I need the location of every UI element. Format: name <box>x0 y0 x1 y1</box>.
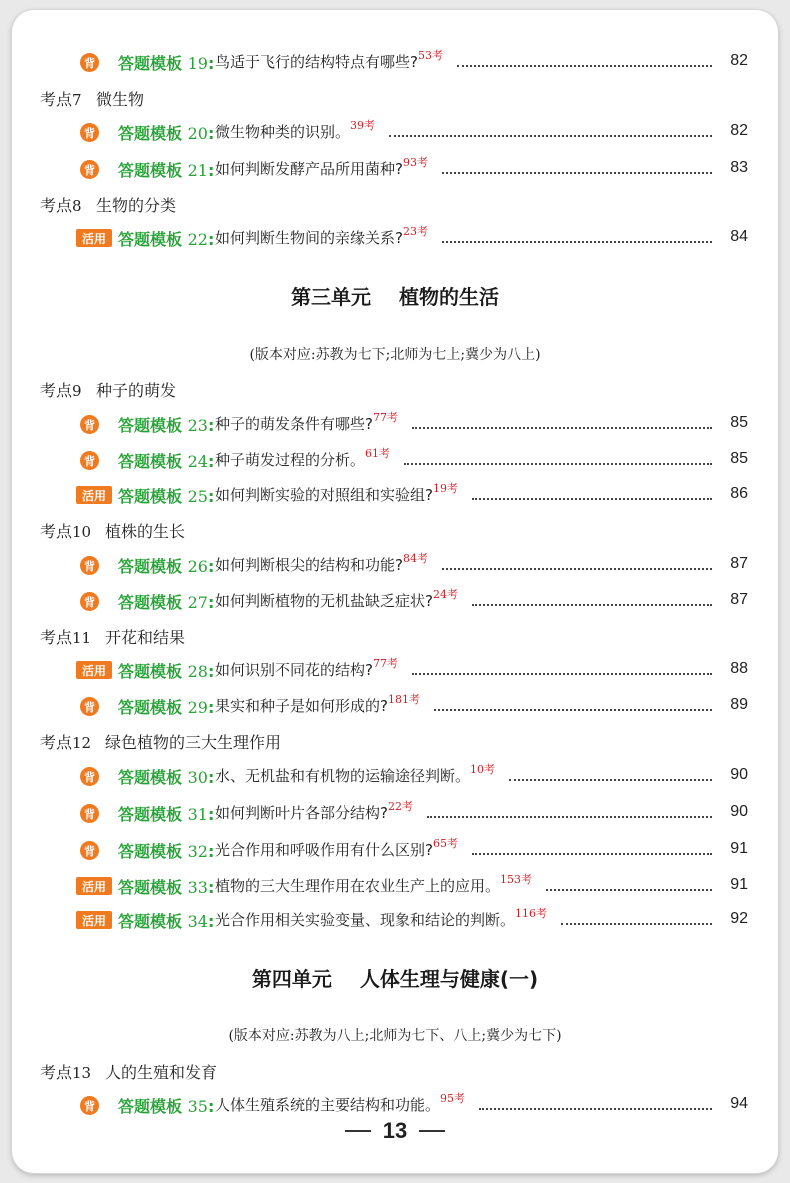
template-colon: : <box>207 878 215 897</box>
template-label <box>118 839 214 862</box>
template-number: 25 <box>187 487 208 506</box>
entry-page-number: 88 <box>730 660 748 677</box>
template-colon: : <box>207 912 215 931</box>
dot-leader <box>404 463 712 465</box>
unit-heading <box>12 281 778 310</box>
template-colon: : <box>207 593 215 612</box>
entry-title <box>215 590 458 611</box>
entry-title <box>215 1094 465 1115</box>
kaodian-number: 10 <box>72 523 92 541</box>
kaodian-label-text: 考点 <box>40 381 73 400</box>
entry-title <box>215 449 390 470</box>
entry-page-number: 87 <box>730 555 748 572</box>
template-number: 33 <box>187 878 208 897</box>
dot-leader <box>442 241 712 243</box>
dot-leader <box>412 673 712 675</box>
template-label <box>118 590 214 613</box>
template-colon: : <box>207 557 215 576</box>
template-colon: : <box>207 54 215 73</box>
kaodian-label-text: 考点 <box>40 733 73 752</box>
dot-leader <box>561 923 712 925</box>
entry-page-number: 85 <box>730 414 748 431</box>
entry-title-text: 如何判断实验的对照组和实验组? <box>215 486 433 504</box>
template-colon: : <box>207 487 215 506</box>
entry-title <box>215 802 413 823</box>
dot-leader <box>434 709 712 711</box>
kaodian-name: 绿色植物的三大生理作用 <box>105 733 282 752</box>
kaodian-name: 生物的分类 <box>96 196 177 215</box>
template-number: 19 <box>187 54 208 73</box>
entry-title <box>215 839 458 860</box>
kaodian-name: 微生物 <box>96 90 145 109</box>
huoyong-badge: 活用 <box>76 877 112 895</box>
entry-title-text: 如何判断根尖的结构和功能? <box>215 556 403 574</box>
exam-count: 84考 <box>402 552 428 565</box>
dot-leader <box>457 65 712 67</box>
entry-title-text: 如何判断植物的无机盐缺乏症状? <box>215 592 433 610</box>
entry-page-number: 94 <box>730 1095 748 1112</box>
dot-leader <box>546 889 712 891</box>
toc-entry[interactable] <box>12 155 778 185</box>
template-colon: : <box>207 698 215 717</box>
bei-badge: 背 <box>80 804 99 823</box>
toc-entry[interactable] <box>12 446 778 476</box>
exam-count: 65考 <box>432 837 458 850</box>
bei-badge: 背 <box>80 415 99 434</box>
entry-page-number: 85 <box>730 450 748 467</box>
entry-page-number: 83 <box>730 159 748 176</box>
template-label-text: 答题模板 <box>118 416 183 435</box>
kaodian-heading <box>12 727 778 757</box>
template-label-text: 答题模板 <box>118 124 183 143</box>
template-label-text: 答题模板 <box>118 662 183 681</box>
exam-count: 153考 <box>500 873 533 886</box>
unit-heading <box>12 963 778 992</box>
exam-count: 77考 <box>372 411 398 424</box>
exam-count: 61考 <box>365 447 391 460</box>
toc-entry[interactable] <box>12 1091 778 1121</box>
template-colon: : <box>207 1097 215 1116</box>
toc-entry[interactable] <box>12 224 778 254</box>
toc-entry[interactable] <box>12 410 778 440</box>
exam-count: 24考 <box>432 588 458 601</box>
kaodian-heading <box>12 1057 778 1087</box>
template-colon: : <box>207 416 215 435</box>
toc-entry[interactable] <box>12 799 778 829</box>
template-label-text: 答题模板 <box>118 557 183 576</box>
template-label <box>118 484 214 507</box>
kaodian-heading <box>12 622 778 652</box>
template-number: 27 <box>187 593 208 612</box>
template-label <box>118 765 214 788</box>
entry-page-number: 84 <box>730 228 748 245</box>
template-colon: : <box>207 452 215 471</box>
kaodian-label-text: 考点 <box>40 196 73 215</box>
kaodian-number: 9 <box>72 382 82 400</box>
huoyong-badge: 活用 <box>76 661 112 679</box>
kaodian-heading <box>12 84 778 114</box>
entry-title-text: 如何判断叶片各部分结构? <box>215 804 388 822</box>
template-colon: : <box>207 768 215 787</box>
template-number: 35 <box>187 1097 208 1116</box>
template-number: 26 <box>187 557 208 576</box>
entry-title <box>215 51 443 72</box>
template-label-text: 答题模板 <box>118 912 183 931</box>
template-label-text: 答题模板 <box>118 593 183 612</box>
entry-title <box>215 765 495 786</box>
template-label-text: 答题模板 <box>118 805 183 824</box>
page-number-value: 13 <box>382 1118 408 1143</box>
template-label-text: 答题模板 <box>118 230 183 249</box>
kaodian-number: 7 <box>72 91 82 109</box>
entry-title <box>215 659 398 680</box>
template-colon: : <box>207 662 215 681</box>
entry-title <box>215 695 420 716</box>
page-number-dash-left <box>345 1130 371 1132</box>
entry-title-text: 光合作用和呼吸作用有什么区别? <box>215 841 433 859</box>
entry-title <box>215 484 458 505</box>
exam-count: 19考 <box>432 482 458 495</box>
huoyong-badge: 活用 <box>76 911 112 929</box>
entry-title-text: 植物的三大生理作用在农业生产上的应用。 <box>215 877 501 895</box>
entry-page-number: 86 <box>730 485 748 502</box>
version-note: (版本对应:苏教为七下;北师为七上;冀少为八上) <box>249 347 541 363</box>
bei-badge: 背 <box>80 592 99 611</box>
entry-title-text: 人体生殖系统的主要结构和功能。 <box>215 1096 441 1114</box>
entry-title <box>215 875 532 896</box>
kaodian-label <box>40 1060 91 1083</box>
kaodian-label-text: 考点 <box>40 90 73 109</box>
template-label-text: 答题模板 <box>118 452 183 471</box>
bei-badge: 背 <box>80 556 99 575</box>
unit-name: 植物的生活 <box>399 285 499 309</box>
exam-count: 116考 <box>515 907 548 920</box>
kaodian-label <box>40 519 91 542</box>
template-label <box>118 659 214 682</box>
kaodian-label <box>40 378 82 401</box>
entry-title <box>215 158 428 179</box>
dot-leader <box>442 172 712 174</box>
kaodian-label-text: 考点 <box>40 628 73 647</box>
bei-badge: 背 <box>80 697 99 716</box>
kaodian-label-text: 考点 <box>40 1063 73 1082</box>
dot-leader <box>442 568 712 570</box>
template-number: 32 <box>187 842 208 861</box>
template-label <box>118 695 214 718</box>
entry-page-number: 90 <box>730 766 748 783</box>
kaodian-number: 11 <box>72 629 92 647</box>
dot-leader <box>427 816 712 818</box>
kaodian-label <box>40 87 82 110</box>
entry-page-number: 91 <box>730 840 748 857</box>
template-label <box>118 121 214 144</box>
template-label <box>118 802 214 825</box>
template-label <box>118 51 214 74</box>
dot-leader <box>509 779 712 781</box>
dot-leader <box>412 427 712 429</box>
entry-title-text: 微生物种类的识别。 <box>215 123 351 141</box>
exam-count: 181考 <box>387 693 420 706</box>
toc-entry[interactable] <box>12 906 778 936</box>
entry-title-text: 种子的萌发条件有哪些? <box>215 415 373 433</box>
template-number: 30 <box>187 768 208 787</box>
bei-badge: 背 <box>80 767 99 786</box>
entry-title-text: 水、无机盐和有机物的运输途径判断。 <box>215 767 471 785</box>
entry-title-text: 如何识别不同花的结构? <box>215 661 373 679</box>
exam-count: 95考 <box>440 1092 466 1105</box>
entry-title-text: 光合作用相关实验变量、现象和结论的判断。 <box>215 911 516 929</box>
kaodian-label <box>40 193 82 216</box>
version-note: (版本对应:苏教为八上;北师为七下、八上;冀少为七下) <box>228 1028 562 1044</box>
template-number: 34 <box>187 912 208 931</box>
template-label-text: 答题模板 <box>118 161 183 180</box>
entry-title-text: 如何判断生物间的亲缘关系? <box>215 229 403 247</box>
template-label-text: 答题模板 <box>118 54 183 73</box>
bei-badge: 背 <box>80 53 99 72</box>
toc-entry[interactable] <box>12 551 778 581</box>
entry-page-number: 90 <box>730 803 748 820</box>
toc-entry[interactable] <box>12 481 778 511</box>
exam-count: 23考 <box>402 225 428 238</box>
template-number: 29 <box>187 698 208 717</box>
template-number: 31 <box>187 805 208 824</box>
bei-badge: 背 <box>80 123 99 142</box>
toc-entry[interactable] <box>12 692 778 722</box>
template-label <box>118 875 214 898</box>
dot-leader <box>479 1108 712 1110</box>
bei-badge: 背 <box>80 841 99 860</box>
kaodian-number: 8 <box>72 197 82 215</box>
kaodian-label <box>40 730 91 753</box>
template-colon: : <box>207 805 215 824</box>
template-label-text: 答题模板 <box>118 1097 183 1116</box>
kaodian-name: 人的生殖和发育 <box>105 1063 218 1082</box>
bei-badge: 背 <box>80 1096 99 1115</box>
template-number: 22 <box>187 230 208 249</box>
entry-title <box>215 909 547 930</box>
toc-entry[interactable] <box>12 872 778 902</box>
template-label <box>118 413 214 436</box>
huoyong-badge: 活用 <box>76 486 112 504</box>
toc-entry[interactable] <box>12 118 778 148</box>
entry-title-text: 如何判断发酵产品所用菌种? <box>215 160 403 178</box>
toc-entry[interactable] <box>12 48 778 78</box>
exam-count: 77考 <box>372 657 398 670</box>
template-label <box>118 554 214 577</box>
entry-title <box>215 554 428 575</box>
template-label-text: 答题模板 <box>118 487 183 506</box>
toc-entry[interactable] <box>12 587 778 617</box>
entry-page-number: 82 <box>730 52 748 69</box>
entry-title-text: 鸟适于飞行的结构特点有哪些? <box>215 53 418 71</box>
entry-page-number: 82 <box>730 122 748 139</box>
exam-count: 93考 <box>402 156 428 169</box>
entry-page-number: 91 <box>730 876 748 893</box>
template-label <box>118 227 214 250</box>
template-label-text: 答题模板 <box>118 878 183 897</box>
toc-entry[interactable] <box>12 656 778 686</box>
template-colon: : <box>207 842 215 861</box>
toc-entry[interactable] <box>12 836 778 866</box>
entry-title-text: 种子萌发过程的分析。 <box>215 451 366 469</box>
template-number: 24 <box>187 452 208 471</box>
page-number <box>0 1118 790 1144</box>
bei-badge: 背 <box>80 160 99 179</box>
template-label-text: 答题模板 <box>118 698 183 717</box>
dot-leader <box>472 498 712 500</box>
kaodian-number: 13 <box>72 1064 92 1082</box>
kaodian-name: 植株的生长 <box>105 522 186 541</box>
exam-count: 10考 <box>470 763 496 776</box>
entry-title <box>215 121 375 142</box>
kaodian-label-text: 考点 <box>40 522 73 541</box>
template-colon: : <box>207 124 215 143</box>
kaodian-name: 开花和结果 <box>105 628 186 647</box>
template-number: 28 <box>187 662 208 681</box>
template-label-text: 答题模板 <box>118 768 183 787</box>
entry-title <box>215 227 428 248</box>
template-number: 21 <box>187 161 208 180</box>
dot-leader <box>389 135 712 137</box>
template-colon: : <box>207 161 215 180</box>
unit-name: 人体生理与健康(一) <box>359 967 539 991</box>
entry-page-number: 92 <box>730 910 748 927</box>
entry-title-text: 果实和种子是如何形成的? <box>215 697 388 715</box>
kaodian-heading <box>12 516 778 546</box>
unit-number: 第三单元 <box>291 285 371 309</box>
kaodian-heading <box>12 375 778 405</box>
dot-leader <box>472 853 712 855</box>
kaodian-label <box>40 625 91 648</box>
template-label <box>118 909 214 932</box>
exam-count: 39考 <box>350 119 376 132</box>
template-label <box>118 158 214 181</box>
kaodian-heading <box>12 190 778 220</box>
template-label <box>118 449 214 472</box>
huoyong-badge: 活用 <box>76 229 112 247</box>
template-colon: : <box>207 230 215 249</box>
exam-count: 22考 <box>387 800 413 813</box>
entry-page-number: 89 <box>730 696 748 713</box>
template-label-text: 答题模板 <box>118 842 183 861</box>
toc-entry[interactable] <box>12 762 778 792</box>
kaodian-number: 12 <box>72 734 92 752</box>
bei-badge: 背 <box>80 451 99 470</box>
template-number: 23 <box>187 416 208 435</box>
page-number-dash-right <box>419 1130 445 1132</box>
unit-number: 第四单元 <box>251 967 332 991</box>
exam-count: 53考 <box>417 49 443 62</box>
toc-page <box>12 10 778 1173</box>
entry-title <box>215 413 398 434</box>
entry-page-number: 87 <box>730 591 748 608</box>
kaodian-name: 种子的萌发 <box>96 381 177 400</box>
template-number: 20 <box>187 124 208 143</box>
dot-leader <box>472 604 712 606</box>
template-label <box>118 1094 214 1117</box>
